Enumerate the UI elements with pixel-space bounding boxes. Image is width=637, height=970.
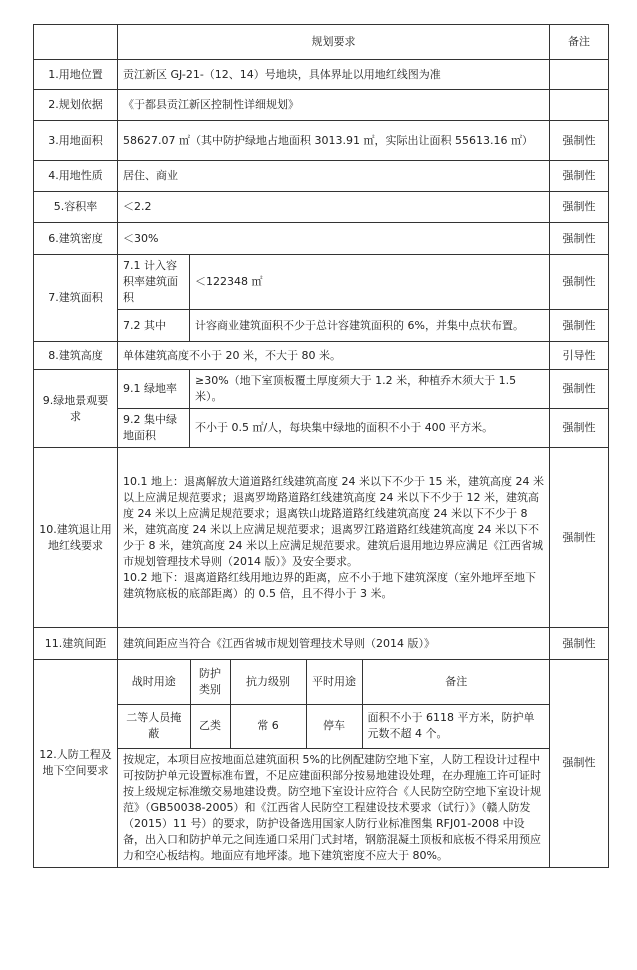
header-requirements-cell: 规划要求 bbox=[118, 25, 550, 60]
table-row bbox=[34, 448, 609, 628]
inner-data-cell: 停车 bbox=[306, 704, 362, 748]
row-label: 3.用地面积 bbox=[34, 121, 118, 161]
row-label: 5.容积率 bbox=[34, 192, 118, 223]
row-remark: 强制性 bbox=[550, 310, 609, 342]
inner-data-cell: 面积不小于 6118 平方米，防护单元数不超 4 个。 bbox=[362, 704, 550, 748]
table-row bbox=[34, 628, 609, 660]
row-label: 1.用地位置 bbox=[34, 60, 118, 90]
inner-data-row bbox=[118, 704, 550, 748]
sub-content: 计容商业建筑面积不少于总计容建筑面积的 6%，并集中点状布置。 bbox=[190, 310, 550, 342]
row-remark: 强制性 bbox=[550, 660, 609, 868]
inner-header-cell: 抗力级别 bbox=[230, 660, 306, 704]
row-remark: 强制性 bbox=[550, 370, 609, 409]
row-remark: 强制性 bbox=[550, 448, 609, 628]
row-label: 10.建筑退让用地红线要求 bbox=[34, 448, 118, 628]
sub-content: ＜122348 ㎡ bbox=[190, 255, 550, 310]
row-remark: 强制性 bbox=[550, 223, 609, 255]
row-content bbox=[118, 448, 550, 628]
row-content: ＜2.2 bbox=[118, 192, 550, 223]
row-content: 居住、商业 bbox=[118, 161, 550, 192]
planning-requirements-table bbox=[33, 24, 609, 868]
row-content: 《于都县贡江新区控制性详细规划》 bbox=[118, 90, 550, 121]
table-row bbox=[34, 223, 609, 255]
row-remark: 强制性 bbox=[550, 255, 609, 310]
table-row bbox=[34, 255, 609, 310]
table-header-row bbox=[34, 25, 609, 60]
row-content: ＜30% bbox=[118, 223, 550, 255]
content-paragraph: 10.1 地上：退离解放大道道路红线建筑高度 24 米以下不少于 15 米，建筑高度 24 米以上应满足规范要求；退离罗坳路道路红线建筑高度 24 米以下不少于 12 米，建筑高度 24 米以上应满足规范要求；退离铁山垅路道路红线建筑高度 24 米以下不少于 8 米，建筑高度 24 米以上应满足规范要求；退离罗江路道路红线建筑高度 24 米以下不少于 8 米，建筑高度 24 米以上应满足规范要求。建筑后退用地边界应满足《江西省城市规划管理技术导则（2014 版）》及安全要求。 bbox=[123, 474, 544, 568]
row-content: 建筑间距应当符合《江西省城市规划管理技术导则（2014 版）》 bbox=[118, 628, 550, 660]
inner-header-row bbox=[118, 660, 550, 704]
inner-header-cell: 备注 bbox=[362, 660, 550, 704]
inner-text-row bbox=[118, 748, 550, 867]
row-content: 58627.07 ㎡（其中防护绿地占地面积 3013.91 ㎡，实际出让面积 55613.16 ㎡） bbox=[118, 121, 550, 161]
table-row bbox=[34, 90, 609, 121]
row-remark: 强制性 bbox=[550, 192, 609, 223]
inner-header-cell: 防护类别 bbox=[190, 660, 230, 704]
inner-header-cell: 平时用途 bbox=[306, 660, 362, 704]
sub-label: 9.1 绿地率 bbox=[118, 370, 190, 409]
row-label: 6.建筑密度 bbox=[34, 223, 118, 255]
row-remark: 引导性 bbox=[550, 342, 609, 370]
table-row bbox=[34, 121, 609, 161]
row-label: 9.绿地景观要求 bbox=[34, 370, 118, 448]
table-row bbox=[34, 60, 609, 90]
row-label: 8.建筑高度 bbox=[34, 342, 118, 370]
sub-label: 7.2 其中 bbox=[118, 310, 190, 342]
header-item-cell bbox=[34, 25, 118, 60]
row-remark bbox=[550, 60, 609, 90]
header-remarks-cell: 备注 bbox=[550, 25, 609, 60]
row-label: 11.建筑间距 bbox=[34, 628, 118, 660]
row-label: 7.建筑面积 bbox=[34, 255, 118, 342]
sub-content: ≥30%（地下室顶板覆土厚度须大于 1.2 米，种植乔木须大于 1.5 米）。 bbox=[190, 370, 550, 409]
inner-header-cell: 战时用途 bbox=[118, 660, 190, 704]
row-remark: 强制性 bbox=[550, 121, 609, 161]
row-label: 12.人防工程及地下空间要求 bbox=[34, 660, 118, 868]
row-remark: 强制性 bbox=[550, 628, 609, 660]
sub-label: 7.1 计入容积率建筑面积 bbox=[118, 255, 190, 310]
sub-label: 9.2 集中绿地面积 bbox=[118, 409, 190, 448]
row-content: 贡江新区 GJ-21-（12、14）号地块，具体界址以用地红线图为准 bbox=[118, 60, 550, 90]
row-remark: 强制性 bbox=[550, 409, 609, 448]
sub-content: 不小于 0.5 ㎡/人，每块集中绿地的面积不小于 400 平方米。 bbox=[190, 409, 550, 448]
table-row bbox=[34, 161, 609, 192]
row-remark bbox=[550, 90, 609, 121]
table-row bbox=[34, 192, 609, 223]
inner-data-cell: 二等人员掩蔽 bbox=[118, 704, 190, 748]
content-paragraph: 10.2 地下：退离道路红线用地边界的距离，应不小于地下建筑深度（室外地坪至地下建筑物底板的底部距离）的 0.5 倍，且不得小于 3 米。 bbox=[123, 570, 536, 600]
row-content bbox=[118, 660, 550, 868]
civil-defense-text: 按规定，本项目应按地面总建筑面积 5%的比例配建防空地下室，人防工程设计过程中可按防护单元设置标准布置，不足应建面积部分按易地建设处理，在办理施工许可证时按上级规定标准缴交易地建设费。防空地下室设计应符合《人民防空防空地下室设计规范》（GB50038-2005）和《江西省人民防空工程建设技术要求（试行）》（赣人防发（2015）11 号）的要求，防护设备选用国家人防行业标准图集 RFJ01-2008 中设备，出入口和防护单元之间连通口采用门式封堵，钢筋混凝土顶板和底板不得采用预应力和空心板结构。地面应有地坪漆。地下建筑密度不应大于 80%。 bbox=[118, 748, 550, 867]
table-row bbox=[34, 409, 609, 448]
table-row bbox=[34, 310, 609, 342]
row-label: 4.用地性质 bbox=[34, 161, 118, 192]
table-row bbox=[34, 370, 609, 409]
row-label: 2.规划依据 bbox=[34, 90, 118, 121]
inner-data-cell: 常 6 bbox=[230, 704, 306, 748]
inner-data-cell: 乙类 bbox=[190, 704, 230, 748]
civil-defense-table bbox=[118, 660, 550, 867]
row-remark: 强制性 bbox=[550, 161, 609, 192]
table-row bbox=[34, 342, 609, 370]
table-row bbox=[34, 660, 609, 868]
row-content: 单体建筑高度不小于 20 米，不大于 80 米。 bbox=[118, 342, 550, 370]
